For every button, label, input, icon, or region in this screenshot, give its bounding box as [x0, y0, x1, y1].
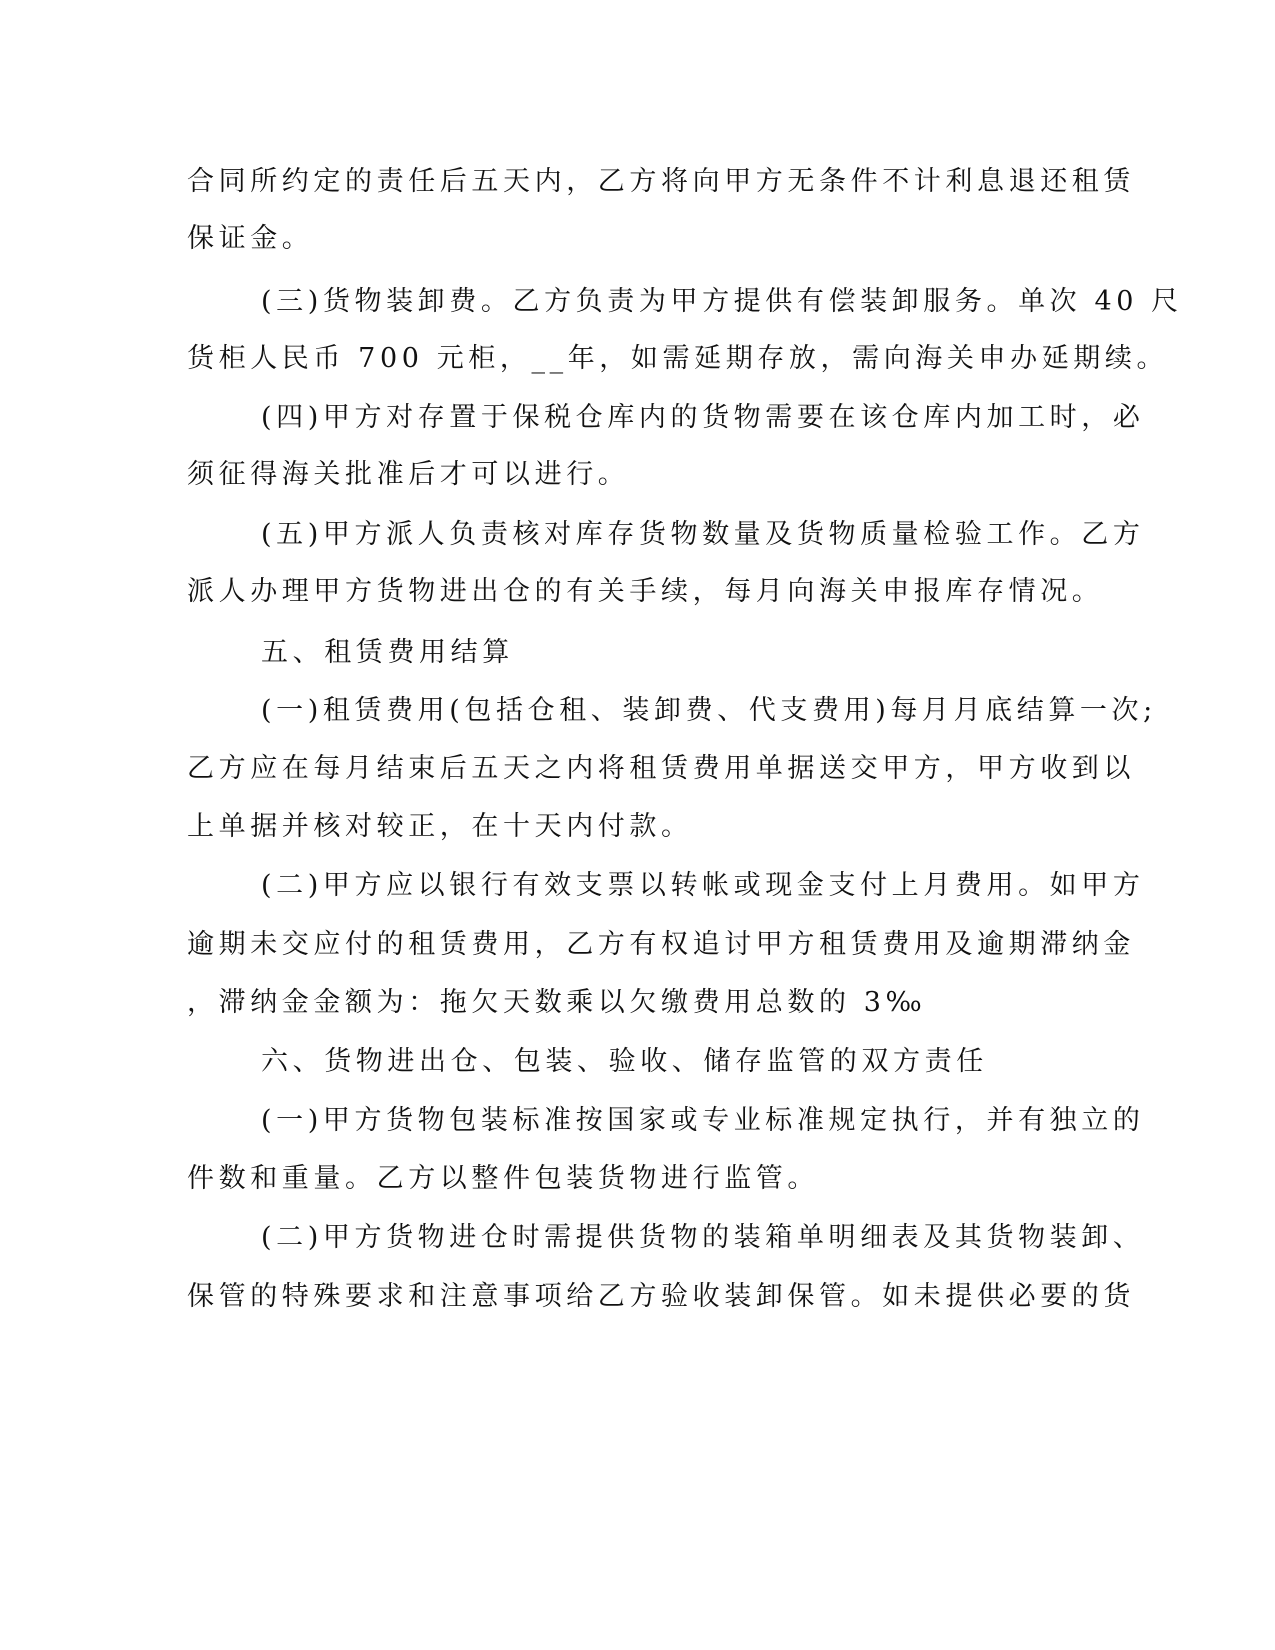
- text-line: (三)货物装卸费。乙方负责为甲方提供有偿装卸服务。单次 40 尺: [261, 286, 1183, 317]
- text-line: 须征得海关批准后才可以进行。: [187, 459, 630, 490]
- text-line: ，滞纳金金额为：拖欠天数乘以欠缴费用总数的 3‰: [187, 987, 927, 1018]
- text-line: 乙方应在每月结束后五天之内将租赁费用单据送交甲方，甲方收到以: [187, 753, 1135, 784]
- text-line: (一)租赁费用(包括仓租、装卸费、代支费用)每月月底结算一次;: [261, 695, 1157, 726]
- text-line: (五)甲方派人负责核对库存货物数量及货物质量检验工作。乙方: [261, 519, 1145, 550]
- text-line: 保证金。: [187, 223, 314, 254]
- text-line: 逾期未交应付的租赁费用，乙方有权追讨甲方租赁费用及逾期滞纳金: [187, 929, 1135, 960]
- text-line: (二)甲方货物进仓时需提供货物的装箱单明细表及其货物装卸、: [261, 1222, 1145, 1253]
- text-line: (四)甲方对存置于保税仓库内的货物需要在该仓库内加工时，必: [261, 402, 1145, 433]
- text-line: 派人办理甲方货物进出仓的有关手续，每月向海关申报库存情况。: [187, 576, 1104, 607]
- text-line: (一)甲方货物包装标准按国家或专业标准规定执行，并有独立的: [261, 1105, 1145, 1136]
- text-line: (二)甲方应以银行有效支票以转帐或现金支付上月费用。如甲方: [261, 870, 1145, 901]
- text-line: 合同所约定的责任后五天内，乙方将向甲方无条件不计利息退还租赁: [187, 166, 1135, 197]
- text-line: 件数和重量。乙方以整件包装货物进行监管。: [187, 1163, 819, 1194]
- section-heading: 六、货物进出仓、包装、验收、储存监管的双方责任: [261, 1046, 988, 1077]
- section-heading: 五、租赁费用结算: [261, 637, 514, 668]
- text-line: 上单据并核对较正，在十天内付款。: [187, 811, 693, 842]
- text-line: 货柜人民币 700 元柜，__年，如需延期存放，需向海关申办延期续。: [187, 343, 1169, 374]
- text-line: 保管的特殊要求和注意事项给乙方验收装卸保管。如未提供必要的货: [187, 1281, 1135, 1312]
